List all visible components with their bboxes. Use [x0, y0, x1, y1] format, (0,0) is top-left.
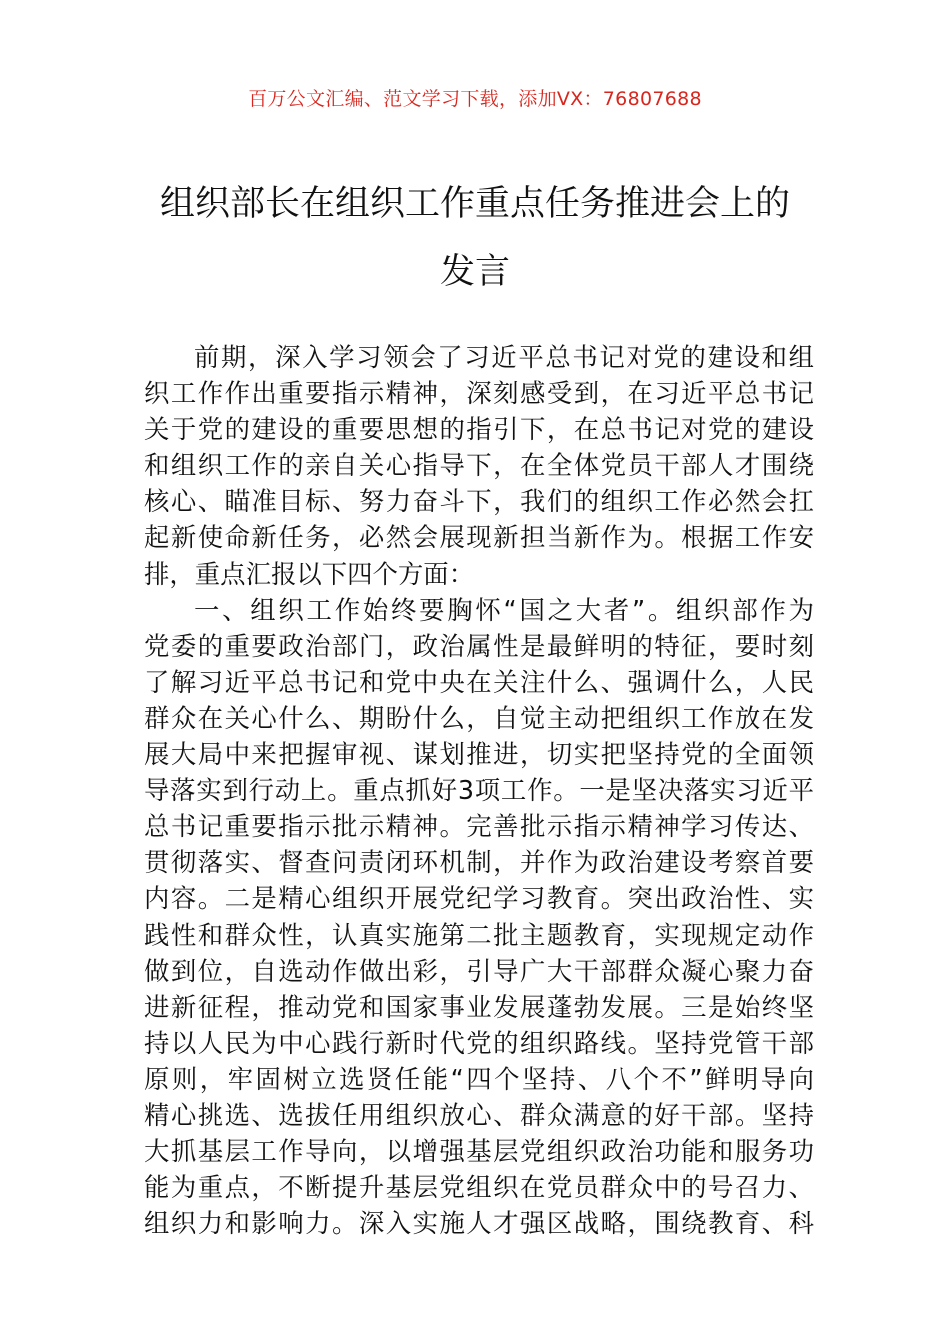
paragraph-line: 精心挑选、选拔任用组织放心、群众满意的好干部。坚持	[144, 1099, 814, 1130]
paragraph-line: 总书记重要指示批示精神。完善批示指示精神学习传达、	[144, 811, 814, 842]
paragraph-line: 关于党的建设的重要思想的指引下，在总书记对党的建设	[144, 414, 814, 445]
paragraph-line: 原则，牢固树立选贤任能“四个坚持、八个不”鲜明导向	[144, 1063, 814, 1094]
paragraph-line: 组织力和影响力。深入实施人才强区战略，围绕教育、科	[144, 1208, 814, 1239]
paragraph-line: 进新征程，推动党和国家事业发展蓬勃发展。三是始终坚	[144, 991, 814, 1022]
watermark-banner: 百万公文汇编、范文学习下载，添加VX：76807688	[248, 88, 702, 110]
paragraph-line: 党委的重要政治部门，政治属性是最鲜明的特征，要时刻	[144, 630, 814, 661]
paragraph-line: 起新使命新任务，必然会展现新担当新作为。根据工作安	[144, 522, 814, 553]
paragraph-line: 群众在关心什么、期盼什么，自觉主动把组织工作放在发	[144, 702, 814, 733]
paragraph-line: 核心、瞄准目标、努力奋斗下，我们的组织工作必然会扛	[144, 486, 814, 517]
paragraph-line: 大抓基层工作导向，以增强基层党组织政治功能和服务功	[144, 1136, 814, 1167]
paragraph-line: 展大局中来把握审视、谋划推进，切实把坚持党的全面领	[144, 739, 814, 770]
paragraph-line: 持以人民为中心践行新时代党的组织路线。坚持党管干部	[144, 1027, 814, 1058]
paragraph-line: 和组织工作的亲自关心指导下，在全体党员干部人才围绕	[144, 450, 814, 481]
paragraph-line: 织工作作出重要指示精神，深刻感受到，在习近平总书记	[144, 378, 814, 409]
paragraph-line: 排，重点汇报以下四个方面：	[144, 558, 475, 589]
paragraph-line: 一、组织工作始终要胸怀“国之大者”。组织部作为	[194, 594, 814, 625]
paragraph-line: 前期，深入学习领会了习近平总书记对党的建设和组	[194, 342, 814, 372]
paragraph-line: 导落实到行动上。重点抓好3项工作。一是坚决落实习近平	[144, 775, 814, 806]
paragraph-line: 了解习近平总书记和党中央在关注什么、强调什么，人民	[144, 666, 814, 697]
paragraph-line: 能为重点，不断提升基层党组织在党员群众中的号召力、	[144, 1172, 814, 1203]
paragraph-line: 贯彻落实、督查问责闭环机制，并作为政治建设考察首要	[144, 847, 814, 878]
document-body	[144, 339, 814, 1241]
paragraph-line: 内容。二是精心组织开展党纪学习教育。突出政治性、实	[144, 883, 814, 914]
title-line: 组织部长在组织工作重点任务推进会上的	[159, 184, 790, 224]
paragraph-line: 做到位，自选动作做出彩，引导广大干部群众凝心聚力奋	[144, 955, 814, 986]
title-line: 发言	[439, 252, 510, 292]
paragraph-line: 践性和群众性，认真实施第二批主题教育，实现规定动作	[144, 919, 814, 950]
document-title	[145, 170, 805, 306]
